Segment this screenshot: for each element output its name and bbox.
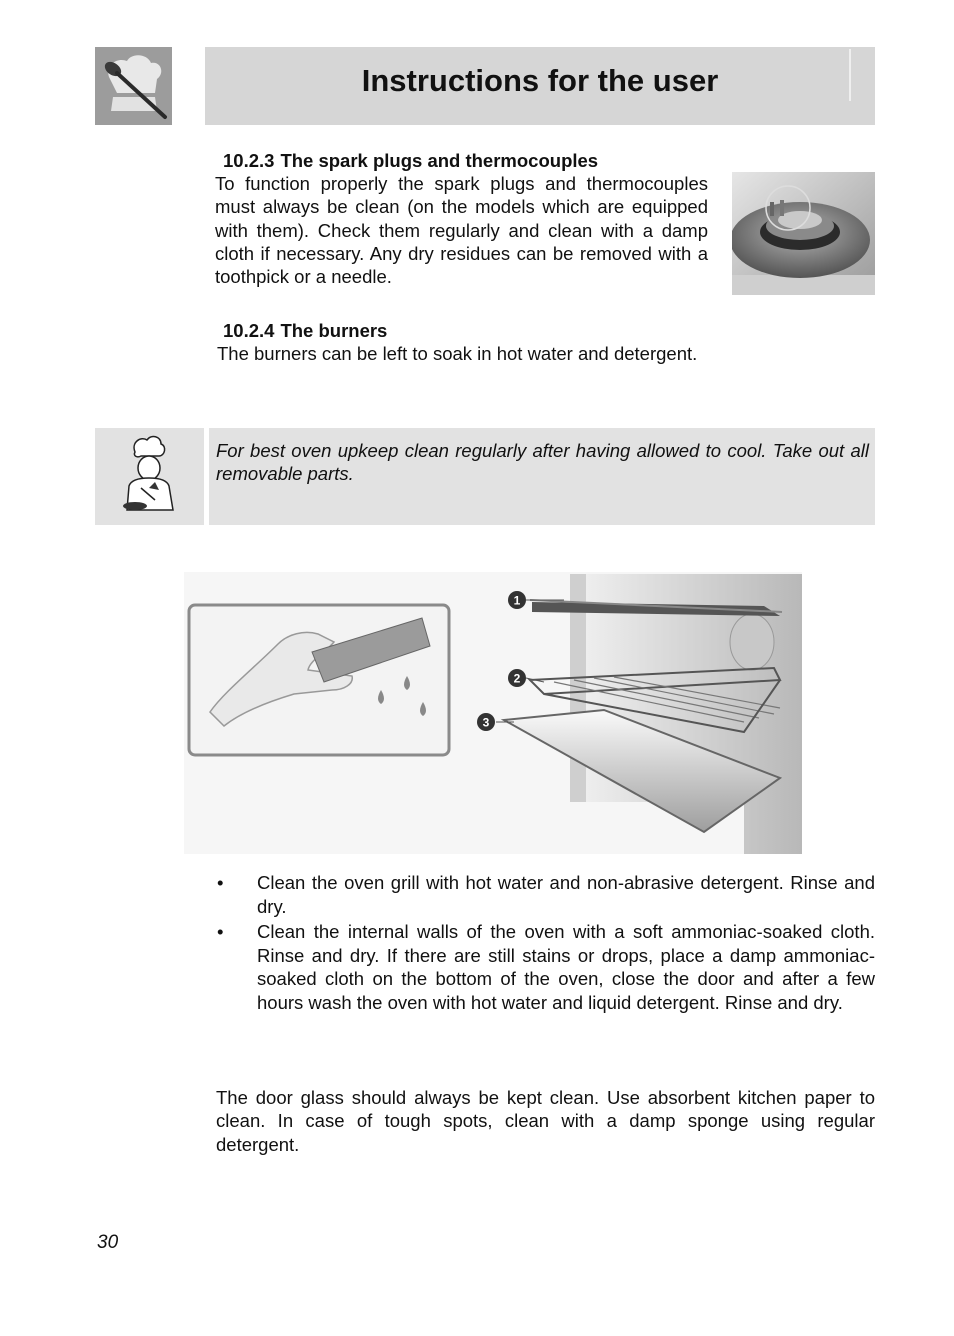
- callout-3: 3: [482, 715, 490, 730]
- note-text: For best oven upkeep clean regularly after having allowed to cool. Take out all removable parts.: [216, 440, 869, 485]
- section-burners-title: The burners: [280, 320, 388, 341]
- list-item: [215, 920, 875, 1014]
- page-title: Instructions for the user: [361, 63, 719, 98]
- section-spark-title: The spark plugs and thermocouples: [280, 150, 599, 171]
- bullet-text: Clean the internal walls of the oven with a soft ammoniac-soaked cloth. Rinse and dry. If there are still stains or drops, place a damp ammoniac-soaked cloth on the bottom of the oven, close the door and after a few hours wash the oven with hot water and liquid detergent. Rinse and dry.: [257, 921, 875, 1013]
- section-spark-body: To function properly the spark plugs and thermocouples must always be clean (on the models which are equipped with them). Check them regularly and clean with a damp cloth if necessary. Any dry residues can be removed with a toothpick or a needle.: [215, 173, 708, 288]
- section-burners-number: 10.2.4: [223, 320, 275, 341]
- oven-cleaning-illustration: [184, 572, 802, 854]
- list-item: [215, 871, 875, 918]
- callout-2: 2: [513, 671, 521, 686]
- section-spark-heading: [223, 150, 598, 172]
- callout-1: 1: [513, 593, 521, 608]
- chef-icon: [95, 428, 204, 525]
- chef-spoon-logo: [95, 47, 172, 125]
- bullet-icon: •: [217, 921, 224, 942]
- section-burners-body: The burners can be left to soak in hot water and detergent.: [217, 343, 698, 364]
- note-box: [209, 428, 875, 525]
- header-bar: [205, 47, 875, 125]
- door-glass-paragraph: The door glass should always be kept clean. Use absorbent kitchen paper to clean. In case of tough spots, clean with a damp sponge using regular detergent.: [216, 1087, 875, 1155]
- bullet-icon: •: [217, 872, 224, 893]
- burner-photo: [732, 172, 875, 295]
- cleaning-bullets: [215, 871, 875, 1014]
- section-spark-number: 10.2.3: [223, 150, 275, 171]
- section-burners-heading: [223, 320, 387, 342]
- bullet-text: Clean the oven grill with hot water and non-abrasive detergent. Rinse and dry.: [257, 872, 875, 917]
- page-number: 30: [97, 1232, 119, 1253]
